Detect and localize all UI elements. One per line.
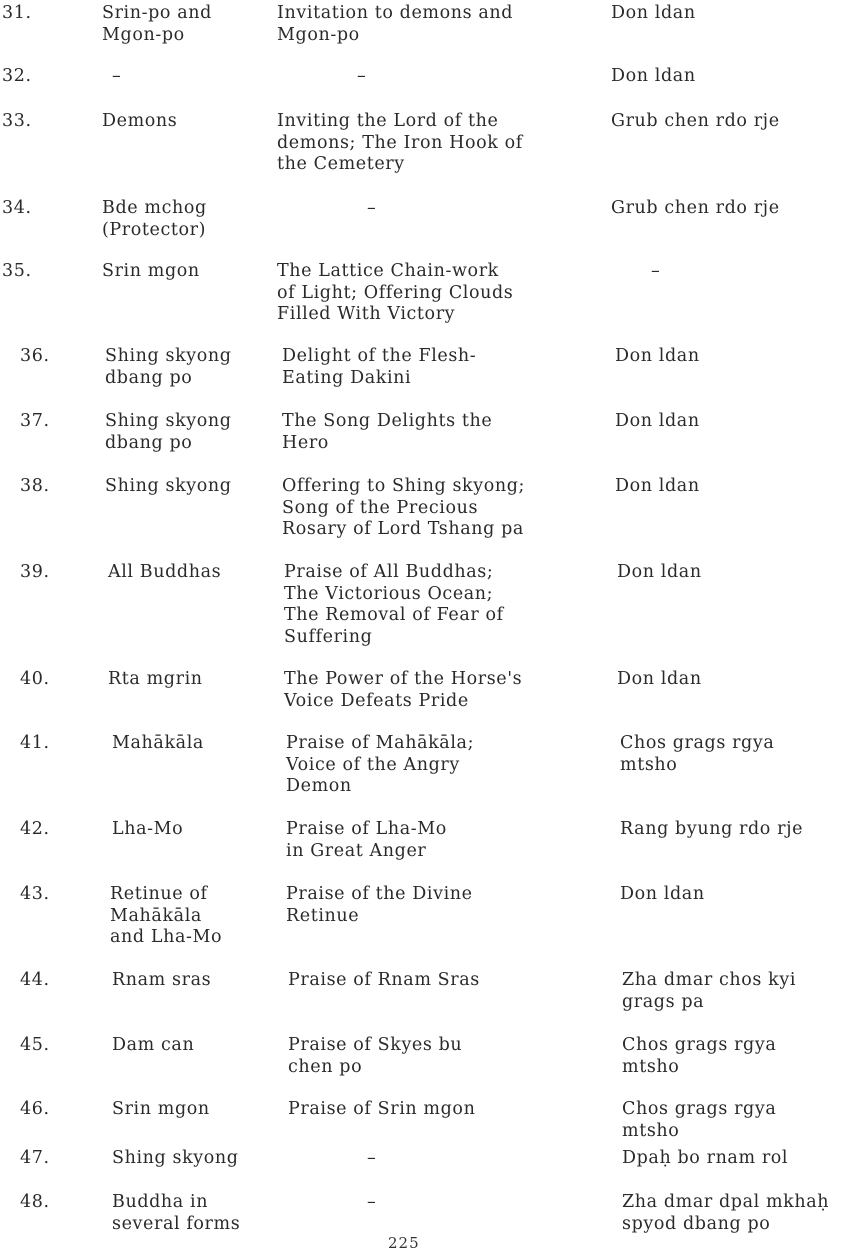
entry-title-line: Demon: [286, 776, 352, 796]
entry-title: [286, 733, 474, 798]
entry-author: [615, 476, 700, 498]
entry-title: [286, 819, 447, 862]
entry-title: [367, 1192, 376, 1214]
entry-author-line: Don ldan: [611, 66, 696, 86]
entry-number: 35.: [2, 261, 32, 281]
entry-author-line: –: [651, 261, 661, 281]
entry-title-line: The Power of the Horse's: [284, 669, 523, 689]
entry-title: [357, 66, 366, 88]
entry-author-line: Chos grags rgya: [622, 1099, 777, 1119]
entry-title-line: Suffering: [284, 626, 373, 647]
entry-title-line: Retinue: [286, 905, 360, 926]
entry-title-line: Praise of Rnam Sras: [288, 970, 480, 990]
entry-title-line: Voice of the Angry: [286, 754, 460, 775]
entry-number: 46.: [20, 1099, 50, 1119]
entry-title-line: Rosary of Lord Tshang pa: [282, 519, 524, 539]
entry-subject-line: Buddha in: [112, 1192, 209, 1212]
entry-number: 43.: [20, 884, 50, 904]
entry-author-line: Don ldan: [611, 3, 696, 23]
entry-subject-line: Rta mgrin: [108, 669, 203, 689]
entry-title-line: Praise of Skyes bu: [288, 1035, 463, 1055]
entry-title-line: Offering to Shing skyong;: [282, 476, 526, 496]
entry-subject-line: Dam can: [112, 1035, 195, 1055]
entry-subject: [105, 346, 232, 389]
entry-subject: [102, 111, 177, 133]
entry-title-line: Filled With Victory: [277, 304, 456, 324]
entry-author-line: mtsho: [620, 754, 678, 775]
entry-author: [615, 411, 700, 433]
entry-title-line: –: [357, 66, 367, 86]
entry-title: [282, 476, 525, 541]
entry-subject-line: Mahākāla: [110, 905, 202, 926]
entry-subject-line: Srin mgon: [102, 261, 200, 281]
entry-number: 37.: [20, 411, 50, 431]
entry-author: [622, 1148, 788, 1170]
entry-number: 44.: [20, 970, 50, 990]
entry-title-line: The Lattice Chain-work: [277, 261, 499, 281]
entry-author-line: Don ldan: [617, 562, 702, 582]
entry-subject: [108, 669, 203, 691]
entry-author-line: Don ldan: [615, 346, 700, 366]
entry-title-line: The Removal of Fear of: [284, 605, 504, 625]
entry-title-line: Inviting the Lord of the: [277, 111, 499, 131]
entry-author-line: Don ldan: [615, 411, 700, 431]
entry-title: [284, 562, 504, 648]
entry-author-line: Don ldan: [617, 669, 702, 689]
entry-author-line: Zha dmar dpal mkhaḥ: [622, 1192, 830, 1212]
entry-title-line: Eating Dakini: [282, 367, 412, 388]
entry-author: [620, 733, 774, 776]
entry-title-line: Song of the Precious: [282, 497, 479, 518]
entry-author-line: mtsho: [622, 1120, 680, 1141]
entry-author-line: Rang byung rdo rje: [620, 819, 804, 839]
entry-title: [288, 1099, 475, 1121]
entry-subject-line: Retinue of: [110, 884, 208, 904]
entry-author-line: Dpaḥ bo rnam rol: [622, 1148, 789, 1168]
entry-author-line: Chos grags rgya: [622, 1035, 777, 1055]
entry-number: 33.: [2, 111, 32, 131]
entry-title-line: –: [367, 1148, 377, 1168]
entry-title-line: Praise of All Buddhas;: [284, 562, 494, 582]
entry-author: [620, 819, 803, 841]
entry-author: [622, 1035, 776, 1078]
entry-author-line: spyod dbang po: [622, 1213, 771, 1234]
entry-subject: [112, 1192, 240, 1235]
entry-number: 31.: [2, 3, 32, 23]
entry-subject-line: (Protector): [102, 219, 207, 240]
entry-title: [288, 1035, 462, 1078]
entry-subject: [112, 970, 211, 992]
entry-title-line: Delight of the Flesh-: [282, 346, 477, 366]
entry-author-line: Grub chen rdo rje: [611, 198, 780, 218]
entry-author-line: Don ldan: [615, 476, 700, 496]
entry-title: [284, 669, 522, 712]
entry-author: [620, 884, 705, 906]
entry-subject-line: and Lha-Mo: [110, 927, 223, 947]
entry-subject: [110, 884, 222, 949]
entry-author: [622, 1192, 829, 1235]
entry-subject-line: Bde mchog: [102, 198, 207, 218]
entry-title: [277, 261, 513, 326]
entry-author: [611, 66, 696, 88]
entry-subject: [112, 819, 183, 841]
entry-author-line: Don ldan: [620, 884, 705, 904]
entry-subject: [112, 66, 121, 88]
entry-author: [615, 346, 700, 368]
entry-title: [286, 884, 473, 927]
entry-title-line: The Song Delights the: [282, 411, 493, 431]
entry-subject-line: Mgon-po: [102, 24, 185, 45]
entry-subject-line: Mahākāla: [112, 733, 204, 753]
entry-number: 40.: [20, 669, 50, 689]
entry-title-line: Mgon-po: [277, 24, 360, 45]
entry-author-line: mtsho: [622, 1056, 680, 1077]
entry-subject: [112, 1148, 239, 1170]
entry-title-line: of Light; Offering Clouds: [277, 282, 514, 303]
entry-title-line: Praise of Mahākāla;: [286, 733, 475, 753]
entry-author-line: Grub chen rdo rje: [611, 111, 780, 131]
entry-subject-line: All Buddhas: [108, 562, 222, 582]
entry-title: [277, 111, 523, 176]
entry-author: [611, 3, 696, 25]
entry-subject: [102, 261, 200, 283]
entry-number: 45.: [20, 1035, 50, 1055]
entry-number: 32.: [2, 66, 32, 86]
entry-author-line: grags pa: [622, 991, 705, 1012]
entry-number: 38.: [20, 476, 50, 496]
entry-number: 39.: [20, 562, 50, 582]
entry-subject: [112, 1035, 194, 1057]
entry-title: [282, 411, 492, 454]
entry-title: [277, 3, 513, 46]
entry-author-line: Zha dmar chos kyi: [622, 970, 797, 990]
entry-subject: [112, 733, 204, 755]
entry-title-line: –: [367, 1192, 377, 1212]
entry-author: [611, 198, 780, 220]
entry-author: [651, 261, 660, 283]
entry-title-line: Hero: [282, 432, 329, 453]
entry-title-line: the Cemetery: [277, 154, 405, 174]
entry-subject-line: Shing skyong: [105, 411, 232, 431]
entry-subject: [102, 198, 207, 241]
entry-subject: [112, 1099, 210, 1121]
entry-author: [617, 562, 702, 584]
entry-title-line: in Great Anger: [286, 840, 427, 861]
entry-subject: [102, 3, 212, 46]
entry-subject-line: Shing skyong: [105, 476, 232, 496]
entry-subject-line: Lha-Mo: [112, 819, 184, 839]
entry-title-line: Praise of Lha-Mo: [286, 819, 447, 839]
entry-title-line: Praise of Srin mgon: [288, 1099, 476, 1119]
entry-subject-line: dbang po: [105, 432, 193, 453]
entry-subject-line: Srin mgon: [112, 1099, 210, 1119]
entry-subject-line: Rnam sras: [112, 970, 212, 990]
entry-subject-line: several forms: [112, 1213, 241, 1234]
entry-number: 42.: [20, 819, 50, 839]
entry-subject-line: dbang po: [105, 367, 193, 388]
entry-author: [622, 1099, 776, 1142]
entry-author: [622, 970, 796, 1013]
entry-subject: [105, 476, 232, 498]
entry-title: [282, 346, 476, 389]
entry-title: [367, 198, 376, 220]
entry-title-line: The Victorious Ocean;: [284, 583, 494, 604]
entry-title: [288, 970, 480, 992]
entry-author-line: Chos grags rgya: [620, 733, 775, 753]
entry-title-line: demons; The Iron Hook of: [277, 132, 523, 153]
entry-author: [611, 111, 780, 133]
entry-subject-line: –: [112, 66, 122, 86]
entry-title-line: Invitation to demons and: [277, 3, 514, 23]
entry-number: 41.: [20, 733, 50, 753]
entry-number: 34.: [2, 198, 32, 218]
entry-subject-line: Shing skyong: [112, 1148, 239, 1168]
entry-subject-line: Srin-po and: [102, 3, 212, 23]
entry-title-line: chen po: [288, 1056, 363, 1077]
entry-subject-line: Shing skyong: [105, 346, 232, 366]
entry-subject: [108, 562, 221, 584]
entry-number: 36.: [20, 346, 50, 366]
entry-number: 47.: [20, 1148, 50, 1168]
entry-subject: [105, 411, 232, 454]
entry-number: 48.: [20, 1192, 50, 1212]
entry-author: [617, 669, 702, 691]
entry-title-line: –: [367, 198, 377, 218]
entry-title-line: Praise of the Divine: [286, 884, 473, 904]
entry-title: [367, 1148, 376, 1170]
entry-subject-line: Demons: [102, 111, 178, 131]
page-number: 225: [388, 1234, 420, 1252]
entry-title-line: Voice Defeats Pride: [284, 690, 469, 711]
